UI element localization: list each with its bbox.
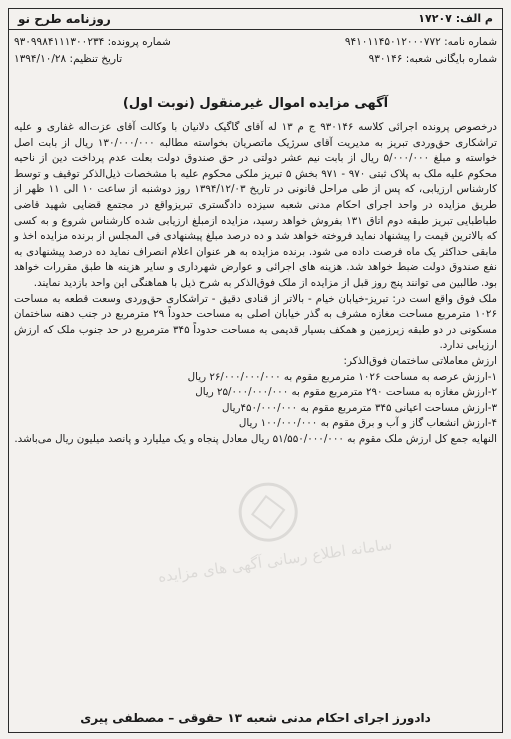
valuation-item: ۲-ارزش مغازه به مساحت ۲۹۰ مترمربع مقوم به ۲۵/۰۰۰/۰۰۰/۰۰۰ ریال (195, 386, 497, 399)
total-value: النهایه جمع کل ارزش ملک مقوم به ۵۱/۵۵۰/۰۰۰/۰۰۰ ریال معادل پنجاه و یک میلیارد و پانصد میلیون ریال می‌باشد. (14, 432, 497, 445)
letter-number: شماره نامه: ۹۴۱۰۱۱۴۵۰۱۲۰۰۰۷۷۲ (344, 36, 497, 48)
valuation-item: ۱-ارزش عرصه به مساحت ۱۰۲۶ مترمربع مقوم به ۲۶/۰۰۰/۰۰۰/۰۰۰ ریال (187, 370, 497, 383)
valuation-item: ۳-ارزش مساحت اعیانی ۳۴۵ مترمربع مقوم به ۴۵۰/۰۰۰/۰۰۰ریال (222, 401, 497, 414)
case-number: شماره پرونده: ۹۳۰۹۹۸۴۱۱۱۳۰۰۲۳۴ (14, 36, 171, 48)
ad-body (14, 120, 497, 447)
valuation-item: ۴-ارزش انشعاب گاز و آب و برق مقوم به ۱۰۰/۰۰۰/۰۰۰ ریال (238, 417, 497, 430)
body-paragraph-1: درخصوص پرونده اجرائی کلاسه ۹۳۰۱۴۶ ج م ۱۳ له آقای گاگیک دلانیان با وکالت آقای عزت‌اله غفاری و علیه تراشکاری حق‌وردی تبریز به مدیریت آقای سرژیک ماتصریان بخواسته مطالبه ۱۳۰/۰۰۰/۰۰۰ ریال از بابت اصل خواسته و مبلغ ۵/۰۰۰/۰۰۰ ریال از بابت نیم عشر دولتی در حق صندوق دولت بعلت عدم پرداخت دین از ناحیه محکوم علیه ملک به پلاک ثبتی ۹۷۰ - ۹۷۱ بخش ۵ تبریز ملکی محکوم علیه با مشخصات ذیل‌الذکر توقیف و توسط کارشناس ارزیابی، که پس از طی مراحل قانونی در تاریخ ۱۳۹۴/۱۲/۰۳ روز دوشنبه از ساعت ۱۰ الی ۱۱ ظهر از طریق مزایده در واحد اجرای احکام مدنی شعبه سیزده دادگستری تبریزواقع در مجتمع قضایی شهید قاضی طباطبایی تبریز طبقه دوم اتاق ۱۳۱ بفروش خواهد رسید، مزایده ازمبلغ ارزیابی شده کارشناس شروع و به کسی که بالاترین قیمت را پیشنهاد نماید فروخته خواهد شد و ده درصد مبلغ پیشنهادی فی المجلس از برنده مزایده اخذ و مابقی حداکثر یک ماه فرصت داده می شود. برنده مزایده به هر عنوان اعلام انصراف نماید ده درصد پیشنهادی به نفع صندوق دولت ضبط خواهد شد. هزینه های اجرائی و عوارض شهرداری و سایر هزینه ها طبق مقررات خواهد بود. طالبین می توانند پنج روز قبل از مزایده از ملک فوق‌الذکر به شرح ذیل با هماهنگی این واحد بازدید نمایند. (14, 121, 498, 289)
archive-number: شماره بایگانی شعبه: ۹۳۰۱۴۶ (368, 53, 497, 65)
valuation-list (14, 370, 497, 432)
metadata-row-2 (14, 51, 497, 68)
metadata-row-1 (14, 34, 497, 51)
ad-title: آگهی مزایده اموال غیرمنقول (نوبت اول) (122, 96, 389, 111)
signature-line: دادورز اجرای احکام مدنی شعبه ۱۳ حقوقی – مصطفی پیری (80, 711, 431, 725)
body-paragraph-2: ملک فوق واقع است در: تبریز-خیابان خیام - بالاتر از قنادی دقیق - تراشکاری حق‌وردی وسعت قطعه به مساحت ۱۰۲۶ مترمربع مساحت مغازه مشرف به گذر خیابان اصلی به مساحت حدوداً ۲۹ مترمربع در جنب دهنه ساختمان مسکونی در دو طبقه زیرزمین و همکف بسیار قدیمی به مساحت حدوداً ۳۴۵ مترمربع در حد جنوب ملک که ارزش ارزیابی ندارد. (14, 292, 498, 352)
valuation-heading: ارزش معاملاتی ساختمان فوق‌الذکر: (343, 354, 497, 367)
ad-header (8, 8, 503, 30)
case-metadata (14, 34, 497, 68)
ad-code: م الف: ۱۷۲۰۷ (418, 12, 493, 25)
watermark-text: سامانه اطلاع رسانی آگهی های مزایده (156, 535, 394, 586)
newspaper-name: روزنامه طرح نو (18, 11, 111, 26)
issue-date: تاریخ تنظیم: ۱۳۹۴/۱۰/۲۸ (14, 53, 123, 65)
